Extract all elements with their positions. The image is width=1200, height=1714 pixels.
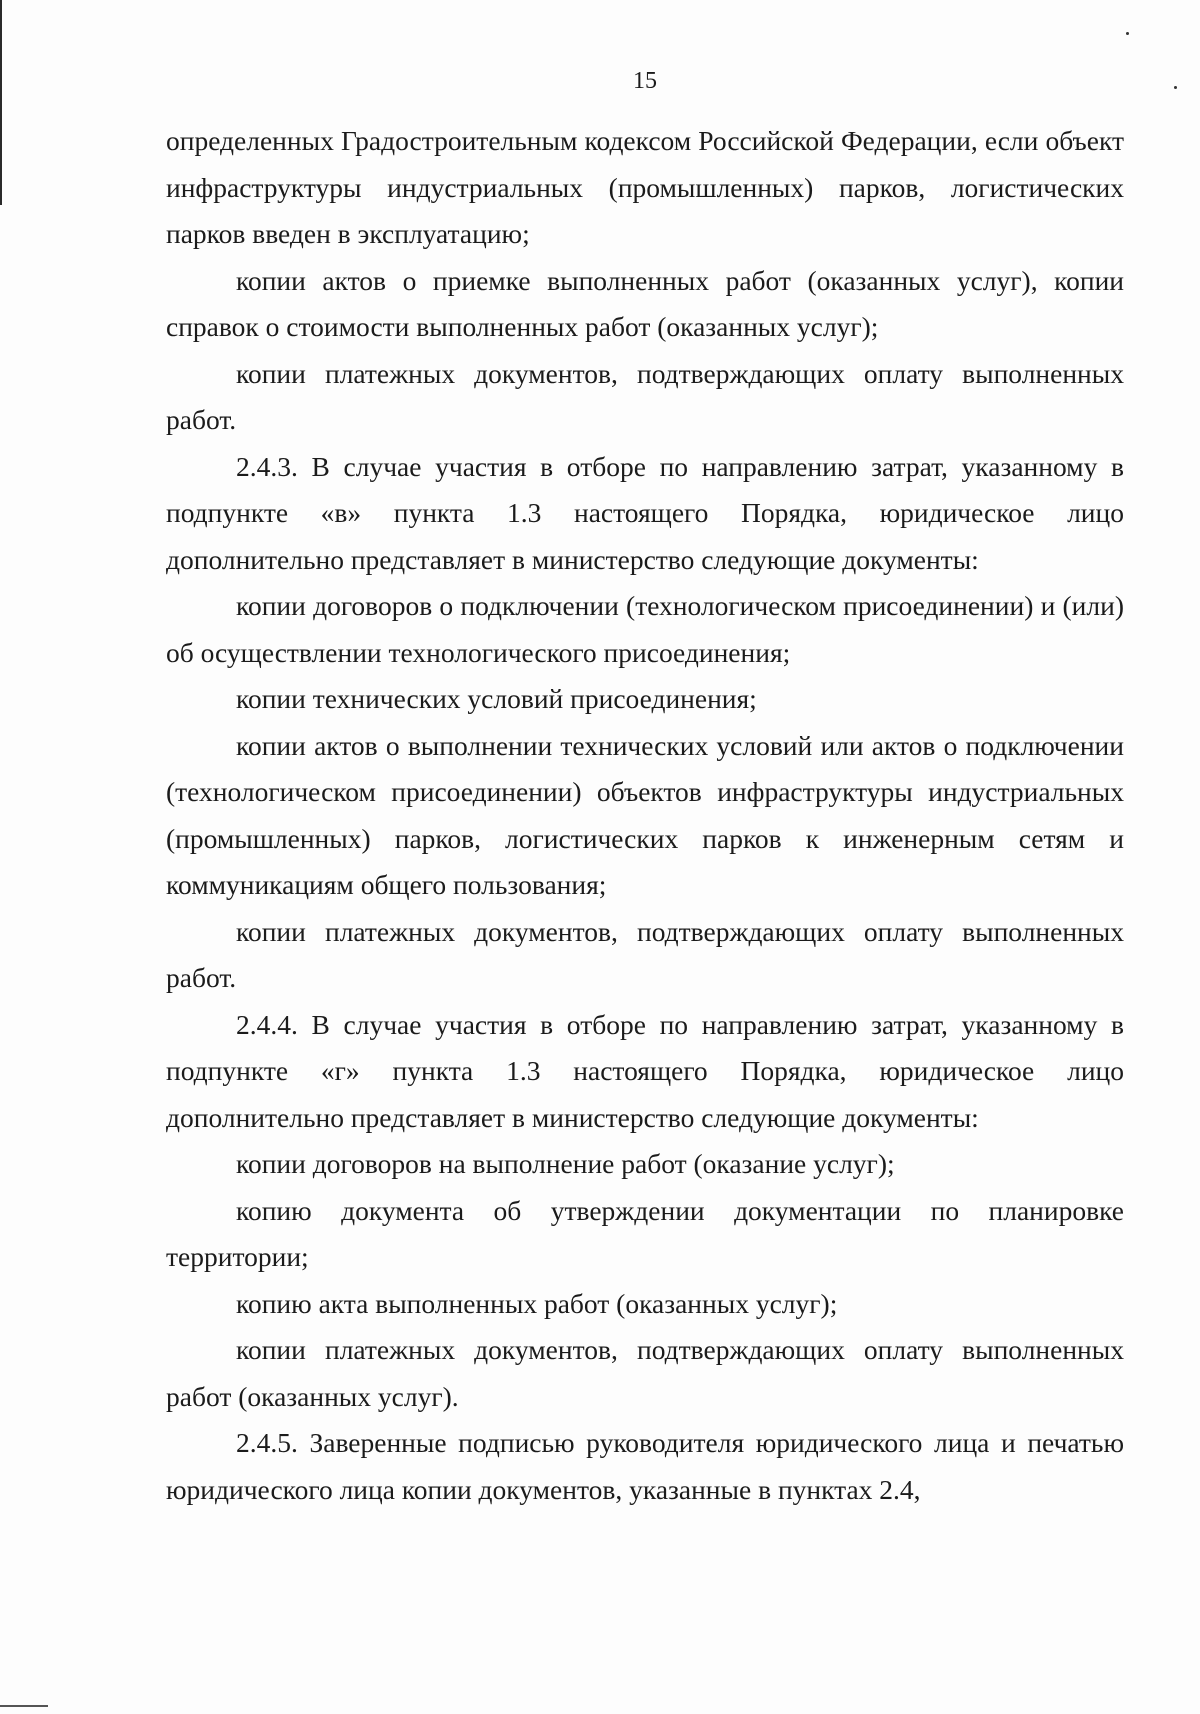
page-number: 15 xyxy=(633,68,657,94)
paragraph: 2.4.3. В случае участия в отборе по направлению затрат, указанному в подпункте «в» пункта 1.3 настоящего Порядка, юридическое лицо дополнительно представляет в министерство следующие документы: xyxy=(166,450,1124,575)
scan-speck xyxy=(1126,32,1129,35)
paragraph: копию документа об утверждении документации по планировке территории; xyxy=(166,1194,1124,1272)
paragraph: 2.4.4. В случае участия в отборе по направлению затрат, указанному в подпункте «г» пункта 1.3 настоящего Порядка, юридическое лицо дополнительно представляет в министерство следующие документы: xyxy=(166,1008,1124,1133)
paragraph: копии платежных документов, подтверждающих оплату выполненных работ. xyxy=(166,915,1124,993)
paragraph: копии договоров о подключении (технологическом присоединении) и (или) об осуществлении технологического присоединения; xyxy=(166,590,1124,668)
paragraph: определенных Градостроительным кодексом Российской Федерации, если объект инфраструктуры индустриальных (промышленных) парков, логистических парков введен в эксплуатацию; xyxy=(166,125,1124,249)
paragraph: копии технических условий присоединения; xyxy=(236,683,757,714)
paragraph: копии платежных документов, подтверждающих оплату выполненных работ (оказанных услуг). xyxy=(166,1334,1124,1412)
paragraph: копии договоров на выполнение работ (оказание услуг); xyxy=(236,1148,895,1179)
document-body xyxy=(166,118,1124,1513)
paragraph: копии платежных документов, подтверждающих оплату выполненных работ. xyxy=(166,357,1124,435)
scan-bottom-mark xyxy=(0,1705,48,1707)
scan-edge-line xyxy=(0,0,2,205)
paragraph: 2.4.5. Заверенные подписью руководителя юридического лица и печатью юридического лица копии документов, указанные в пунктах 2.4, xyxy=(166,1427,1124,1505)
paragraph: копии актов о выполнении технических условий или актов о подключении (технологическом присоединении) объектов инфраструктуры индустриальных (промышленных) парков, логистических парков к инженерным сетям и коммуникациям общего пользования; xyxy=(166,729,1124,900)
paragraph: копии актов о приемке выполненных работ (оказанных услуг), копии справок о стоимости выполненных работ (оказанных услуг); xyxy=(166,264,1124,342)
paragraph: копию акта выполненных работ (оказанных услуг); xyxy=(236,1287,838,1319)
